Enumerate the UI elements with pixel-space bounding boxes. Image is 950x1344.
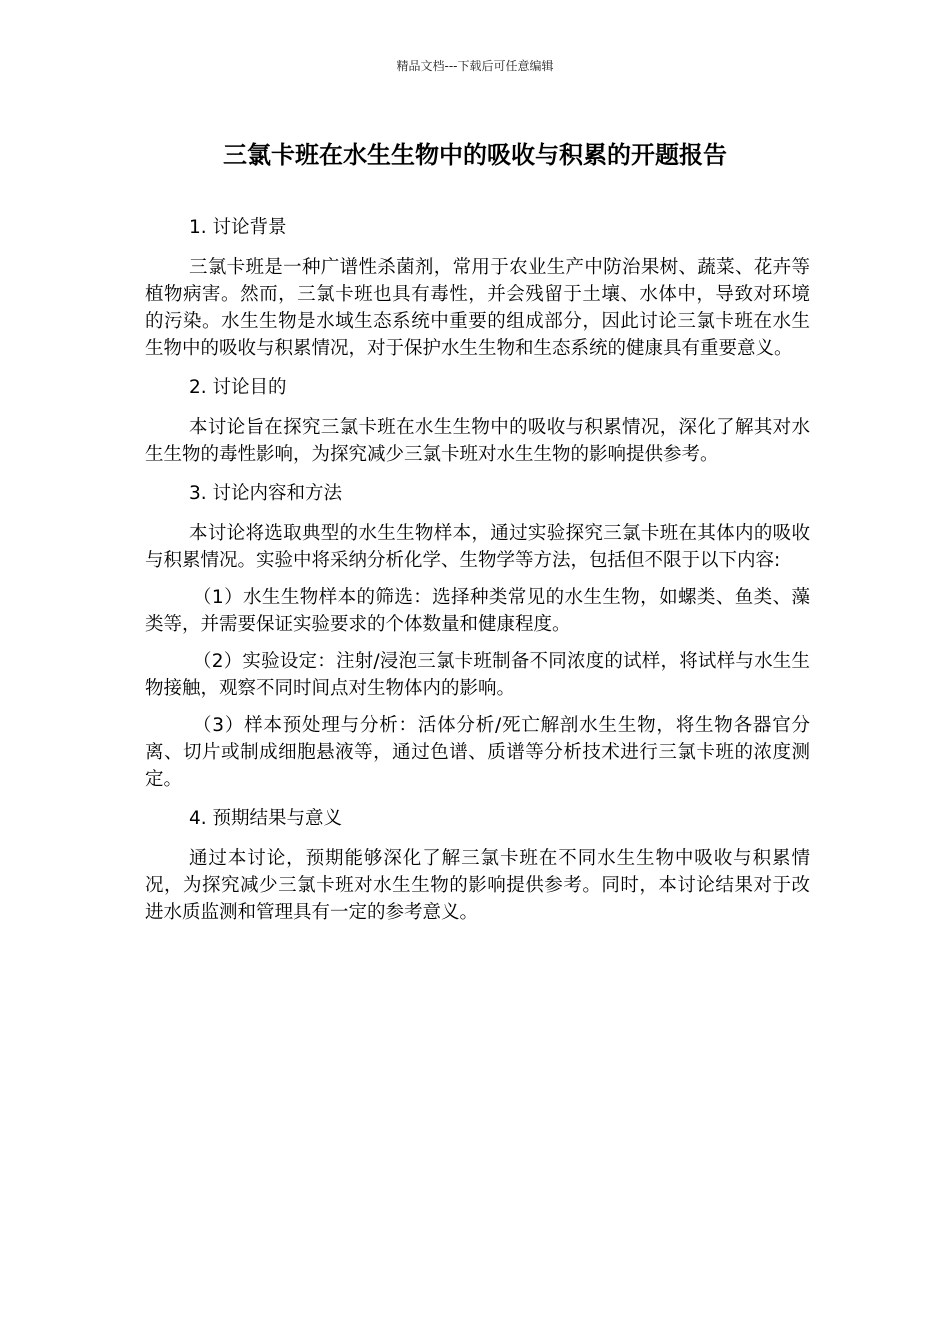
body-paragraph: 三氯卡班是一种广谱性杀菌剂，常用于农业生产中防治果树、蔬菜、花卉等植物病害。然而，三氯卡班也具有毒性，并会残留于土壤、水体中，导致对环境的污染。水生生物是水域生态系统中重要的组成部分，因此讨论三氯卡班在水生生物中的吸收与积累情况，对于保护水生生物和生态系统的健康具有重要意义。 [145, 257, 810, 359]
body-paragraph: 通过本讨论，预期能够深化了解三氯卡班在不同水生生物中吸收与积累情况，为探究减少三氯卡班对水生生物的影响提供参考。同时，本讨论结果对于改进水质监测和管理具有一定的参考意义。 [145, 848, 810, 923]
section-heading: 2. 讨论目的 [189, 377, 287, 398]
section-background [145, 212, 810, 362]
body-paragraph: 本讨论将选取典型的水生生物样本，通过实验探究三氯卡班在其体内的吸收与积累情况。实验中将采纳分析化学、生物学等方法，包括但不限于以下内容: [145, 523, 810, 571]
section-heading: 3. 讨论内容和方法 [189, 483, 343, 504]
list-item: （1）水生生物样本的筛选：选择种类常见的水生生物，如螺类、鱼类、藻类等，并需要保证实验要求的个体数量和健康程度。 [145, 587, 810, 635]
list-item: （3）样本预处理与分析：活体分析/死亡解剖水生生物，将生物各器官分离、切片或制成细胞悬液等，通过色谱、质谱等分析技术进行三氯卡班的浓度测定。 [145, 715, 810, 790]
section-heading: 4. 预期结果与意义 [189, 808, 343, 829]
section-heading: 1. 讨论背景 [189, 217, 287, 238]
document-body [145, 212, 810, 936]
section-purpose [145, 372, 810, 468]
document-title: 三氯卡班在水生生物中的吸收与积累的开题报告 [223, 141, 727, 169]
body-paragraph: 本讨论旨在探究三氯卡班在水生生物中的吸收与积累情况，深化了解其对水生生物的毒性影响，为探究减少三氯卡班对水生生物的影响提供参考。 [145, 417, 810, 465]
page-header: 精品文档---下载后可任意编辑 [396, 59, 554, 73]
section-content-methods [145, 478, 810, 793]
section-expected-results [145, 803, 810, 926]
list-item: （2）实验设定：注射/浸泡三氯卡班制备不同浓度的试样，将试样与水生生物接触，观察不同时间点对生物体内的影响。 [145, 651, 810, 699]
